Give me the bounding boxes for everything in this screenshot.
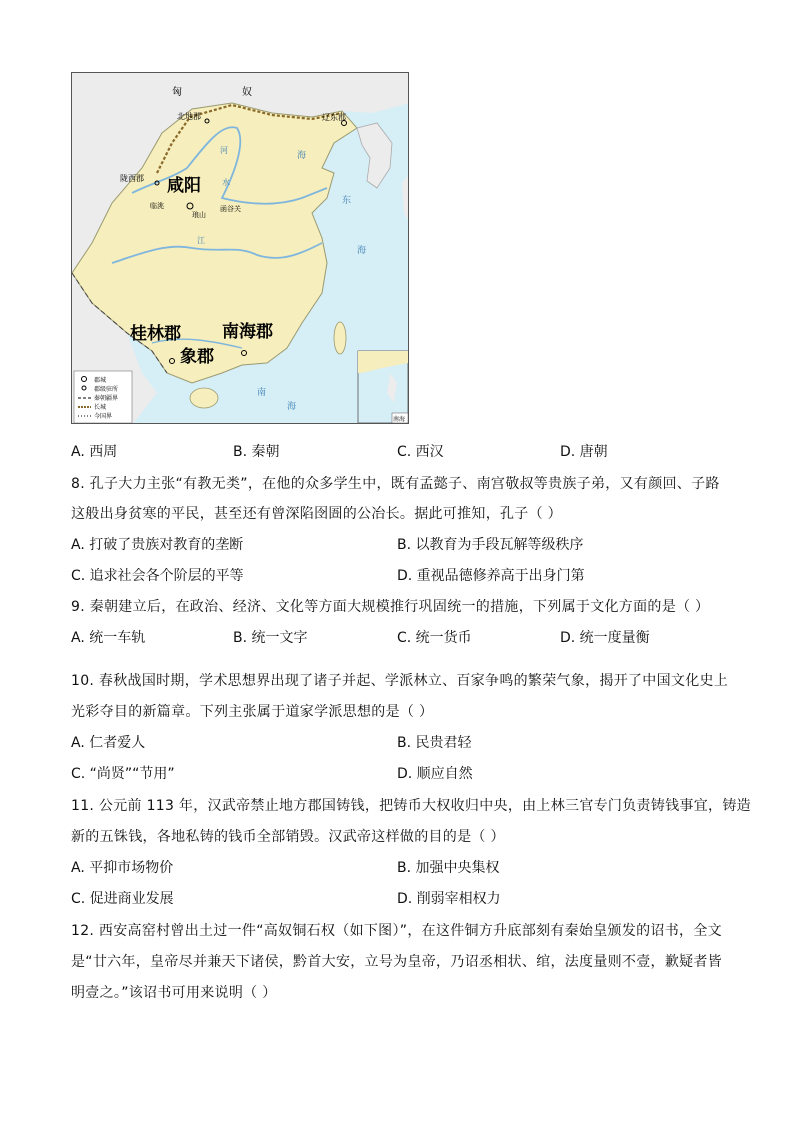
label-xiongnu-1: 匈 bbox=[172, 87, 182, 98]
label-hangu: 函谷关 bbox=[220, 205, 241, 213]
q9-stem-line-1: 9. 秦朝建立后，在政治、经济、文化等方面大规模推行巩固统一的措施，下列属于文化方面的是（ ） bbox=[71, 599, 710, 615]
legend-item-3: 秦朝疆界 bbox=[94, 395, 119, 402]
legend-item-4: 长城 bbox=[94, 404, 107, 411]
q9-option-b[interactable]: B. 统一文字 bbox=[233, 630, 308, 646]
label-guilin: 桂林郡 bbox=[130, 324, 181, 344]
q8-stem-line-1: 8. 孔子大力主张“有教无类”，在他的众多学生中，既有孟懿子、南宫敬叔等贵族子弟，又有颜回、子路 bbox=[71, 476, 720, 492]
q9-option-a[interactable]: A. 统一车轨 bbox=[71, 630, 146, 646]
qin-dynasty-map bbox=[71, 72, 409, 424]
label-donghai-1: 东 bbox=[342, 196, 352, 206]
q8-option-d[interactable]: D. 重视品德修养高于出身门第 bbox=[397, 568, 585, 584]
label-nan: 南 bbox=[257, 388, 267, 398]
q8-stem-line-2: 这般出身贫寒的平民，甚至还有曾深陷囹圄的公冶长。据此可推知，孔子（ ） bbox=[71, 506, 562, 522]
label-he: 河 bbox=[220, 146, 228, 155]
label-xianyang: 咸阳 bbox=[167, 176, 201, 196]
q10-stem-line-2: 光彩夺目的新篇章。下列主张属于道家学派思想的是（ ） bbox=[71, 704, 434, 720]
label-jiang: 江 bbox=[197, 236, 205, 245]
map-legend bbox=[74, 371, 132, 423]
legend-item-5: 今国界 bbox=[94, 413, 113, 420]
inset-label: 南海 bbox=[393, 416, 406, 423]
south-sea-inset bbox=[358, 351, 408, 423]
q7-option-c[interactable]: C. 西汉 bbox=[397, 444, 444, 460]
label-donghai-2: 海 bbox=[357, 246, 367, 256]
q11-option-d[interactable]: D. 削弱宰相权力 bbox=[397, 891, 501, 907]
q11-option-b[interactable]: B. 加强中央集权 bbox=[397, 860, 500, 876]
q11-stem-line-1: 11. 公元前 113 年，汉武帝禁止地方郡国铸钱，把铸币大权收归中央，由上林三官专门负责铸钱事宜，铸造 bbox=[71, 798, 751, 814]
q10-stem-line-1: 10. 春秋战国时期，学术思想界出现了诸子并起、学派林立、百家争鸣的繁荣气象，揭开了中国文化史上 bbox=[71, 673, 729, 689]
q10-option-d[interactable]: D. 顺应自然 bbox=[397, 766, 473, 782]
label-bohai: 海 bbox=[297, 151, 307, 161]
label-hai: 海 bbox=[287, 402, 297, 412]
q8-option-c[interactable]: C. 追求社会各个阶层的平等 bbox=[71, 568, 244, 584]
label-langya: 琅山 bbox=[192, 211, 206, 219]
q9-option-d[interactable]: D. 统一度量衡 bbox=[560, 630, 650, 646]
q9-option-c[interactable]: C. 统一货币 bbox=[397, 630, 472, 646]
hainan-island bbox=[190, 388, 218, 408]
q12-stem-line-1: 12. 西安高窑村曾出土过一件“高奴铜石权（如下图）”，在这件铜方升底部刻有秦始皇颁发的诏书，全文 bbox=[71, 923, 722, 939]
label-liaodong: 辽东郡 bbox=[322, 113, 346, 122]
label-beidi: 北地郡 bbox=[177, 112, 201, 121]
q10-option-a[interactable]: A. 仁者爱人 bbox=[71, 735, 146, 751]
q10-option-b[interactable]: B. 民贵君轻 bbox=[397, 735, 472, 751]
q11-option-a[interactable]: A. 平抑市场物价 bbox=[71, 860, 174, 876]
q7-option-b[interactable]: B. 秦朝 bbox=[233, 444, 280, 460]
label-lintao: 临洮 bbox=[150, 202, 164, 210]
q12-stem-line-2: 是“廿六年，皇帝尽并兼天下诸侯，黔首大安，立号为皇帝，乃诏丞相状、绾，法度量则不壹，歉疑者皆 bbox=[71, 954, 723, 970]
label-xiangjun: 象郡 bbox=[180, 347, 214, 367]
legend-item-1: 郡城 bbox=[94, 377, 107, 384]
q11-option-c[interactable]: C. 促进商业发展 bbox=[71, 891, 174, 907]
label-shui: 水 bbox=[222, 178, 230, 187]
q7-option-a[interactable]: A. 西周 bbox=[71, 444, 118, 460]
legend-item-2: 郡级驻所 bbox=[94, 386, 119, 393]
label-xiongnu-2: 奴 bbox=[242, 87, 252, 98]
q8-option-a[interactable]: A. 打破了贵族对教育的垄断 bbox=[71, 537, 244, 553]
q11-stem-line-2: 新的五铢钱，各地私铸的钱币全部销毁。汉武帝这样做的目的是（ ） bbox=[71, 829, 505, 845]
map-svg bbox=[72, 73, 409, 424]
label-nanhai: 南海郡 bbox=[222, 322, 273, 342]
q12-stem-line-3: 明壹之。”该诏书可用来说明（ ） bbox=[71, 985, 277, 1001]
taiwan-island bbox=[334, 322, 346, 354]
q10-option-c[interactable]: C. “尚贤”“节用” bbox=[71, 766, 175, 782]
q7-option-d[interactable]: D. 唐朝 bbox=[560, 444, 608, 460]
label-longxi: 陇西郡 bbox=[120, 174, 144, 183]
q8-option-b[interactable]: B. 以教育为手段瓦解等级秩序 bbox=[397, 537, 584, 553]
